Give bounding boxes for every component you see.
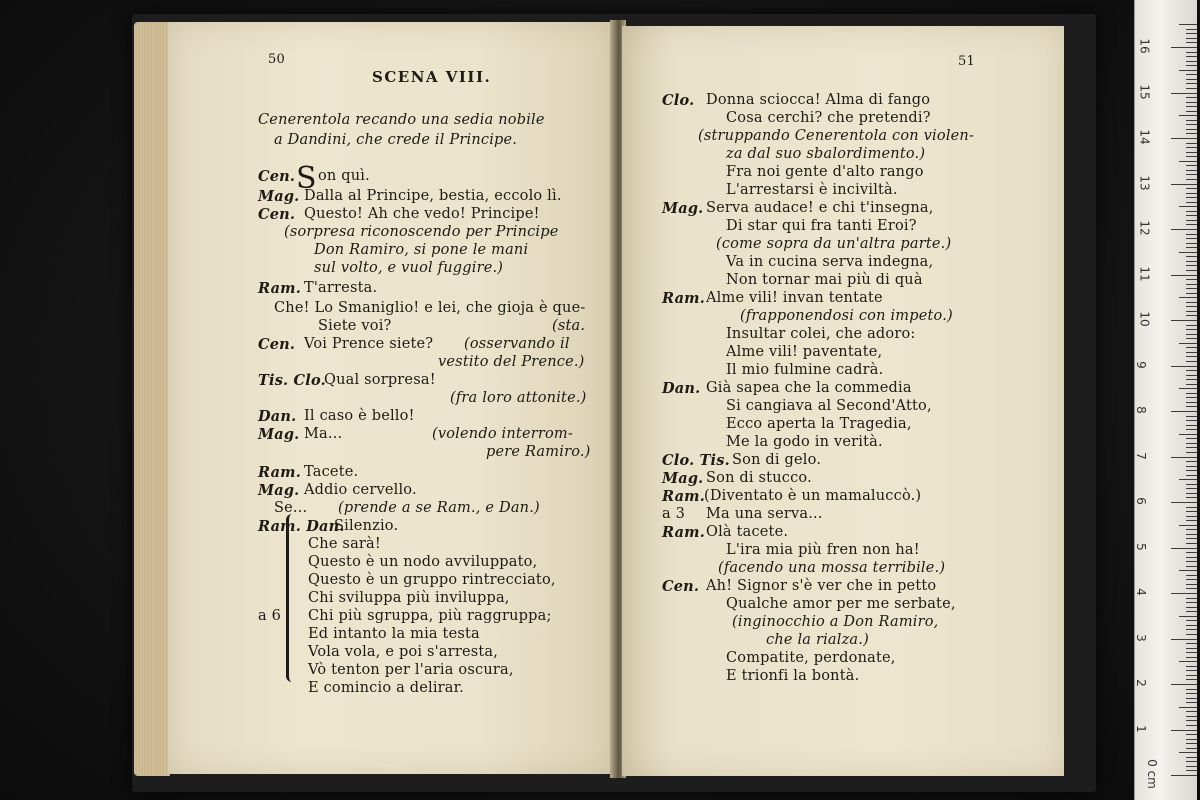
ruler-tick [1186, 529, 1197, 530]
ruler-tick [1179, 161, 1197, 162]
text-line: T'arresta. [304, 280, 378, 296]
text-line: Ram. [258, 280, 301, 297]
ruler-tick [1186, 507, 1197, 508]
ruler-tick [1186, 629, 1197, 630]
ruler-label: 13 [1137, 174, 1152, 191]
text-line: Ed intanto la mia testa [308, 626, 480, 642]
text-line: Chi sviluppa più inviluppa, [308, 590, 510, 606]
ruler-tick [1186, 588, 1197, 589]
ruler-tick [1186, 657, 1197, 658]
ruler-tick [1171, 684, 1197, 685]
ruler-tick [1171, 775, 1197, 776]
ruler-tick [1186, 56, 1197, 57]
text-line: Cosa cerchi? che pretendi? [726, 110, 931, 126]
ruler-label: 12 [1137, 220, 1152, 236]
text-line: Ram. Dan. [258, 518, 345, 535]
ruler-tick [1186, 156, 1197, 157]
text-line: za dal suo sbalordimento.) [726, 146, 926, 162]
text-line: Se... [274, 500, 308, 516]
text-line: Il caso è bello! [304, 408, 415, 424]
text-line: Cen. [662, 578, 700, 595]
text-line: Dan. [258, 408, 297, 425]
text-line: Ma... [304, 426, 343, 442]
text-line: Chi più sgruppa, più raggruppa; [308, 608, 552, 624]
ruler-tick [1186, 693, 1197, 694]
text-line: Già sapea che la commedia [706, 380, 912, 396]
text-line: Va in cucina serva indegna, [726, 254, 934, 270]
ruler-tick [1186, 188, 1197, 189]
text-line: Siete voi? [318, 318, 392, 334]
left-page-number: 50 [268, 52, 285, 67]
text-line: Fra noi gente d'alto rango [726, 164, 924, 180]
ruler-tick [1186, 211, 1197, 212]
ruler-tick [1179, 115, 1197, 116]
ruler-tick [1179, 707, 1197, 708]
text-line: Ram. [258, 464, 301, 481]
ruler-tick [1179, 252, 1197, 253]
ruler-label: 8 [1133, 406, 1148, 414]
ruler-tick [1171, 502, 1197, 503]
ruler-tick [1186, 675, 1197, 676]
text-line: L'arrestarsi è inciviltà. [726, 182, 898, 198]
ruler-label: 10 [1137, 311, 1152, 327]
ensemble-brace [286, 514, 297, 682]
text-line: Mag. [258, 426, 300, 443]
text-line: Dalla al Principe, bestia, eccolo lì. [304, 188, 562, 204]
ruler-tick [1186, 124, 1197, 125]
ruler-tick [1186, 279, 1197, 280]
ruler-tick [1186, 370, 1197, 371]
ruler-label: 3 [1133, 633, 1148, 642]
ruler-tick [1186, 670, 1197, 671]
ruler-tick [1186, 579, 1197, 580]
text-line: (fra loro attonite.) [450, 390, 587, 406]
ruler-tick [1186, 516, 1197, 517]
ruler-tick [1186, 393, 1197, 394]
text-line: che la rialza.) [766, 632, 869, 648]
ruler-tick [1186, 152, 1197, 153]
ruler-tick [1186, 770, 1197, 771]
ruler-tick [1186, 197, 1197, 198]
ruler-tick [1186, 261, 1197, 262]
ruler-label: 1 [1133, 724, 1148, 733]
ruler-tick [1186, 88, 1197, 89]
right-page-number: 51 [958, 54, 975, 69]
text-line: Qual sorpresa! [324, 372, 436, 388]
ruler-label: 15 [1137, 83, 1152, 100]
ruler-tick [1186, 602, 1197, 603]
ruler-tick [1179, 525, 1197, 526]
text-line: Vò tenton per l'aria oscura, [308, 662, 514, 678]
text-line: Olà tacete. [706, 524, 789, 540]
text-line: Di star qui fra tanti Eroi? [726, 218, 917, 234]
ruler-tick [1186, 165, 1197, 166]
ruler-tick [1186, 193, 1197, 194]
ruler-tick [1186, 748, 1197, 749]
ruler-label: 2 [1133, 679, 1148, 687]
ruler-tick [1186, 679, 1197, 680]
text-line: (sta. [552, 318, 586, 334]
ruler-tick [1186, 147, 1197, 148]
ruler-tick [1186, 384, 1197, 385]
text-line: Ah! Signor s'è ver che in petto [706, 578, 937, 594]
ruler-label: 5 [1133, 542, 1148, 551]
text-line: Donna sciocca! Alma di fango [706, 92, 931, 108]
ruler-tick [1186, 598, 1197, 599]
ruler-tick [1186, 329, 1197, 330]
ruler-tick [1186, 311, 1197, 312]
ruler-tick [1186, 179, 1197, 180]
ruler-tick [1186, 306, 1197, 307]
ruler-tick [1186, 315, 1197, 316]
ruler-tick [1186, 734, 1197, 735]
ruler-label: 16 [1137, 38, 1152, 54]
ruler-tick [1186, 220, 1197, 221]
ruler-tick [1186, 766, 1197, 767]
ruler-tick [1179, 570, 1197, 571]
text-line: Qualche amor per me serbate, [726, 596, 956, 612]
ruler-tick [1186, 83, 1197, 84]
ruler-tick [1171, 320, 1197, 321]
ruler-tick [1186, 438, 1197, 439]
ruler-tick [1186, 475, 1197, 476]
text-line: on quì. [318, 168, 370, 184]
ruler-tick [1186, 247, 1197, 248]
ruler-tick [1186, 52, 1197, 53]
ruler-tick [1186, 302, 1197, 303]
text-line: Compatite, perdonate, [726, 650, 896, 666]
text-line: Alme vili! paventate, [726, 344, 883, 360]
ruler-tick [1186, 557, 1197, 558]
ruler-tick [1186, 42, 1197, 43]
text-line: Alme vili! invan tentate [706, 290, 883, 306]
ruler-tick [1186, 106, 1197, 107]
ruler-tick [1171, 138, 1197, 139]
ruler-tick [1186, 74, 1197, 75]
text-line: (sorpresa riconoscendo per Principe [284, 224, 559, 240]
ruler-tick [1186, 397, 1197, 398]
ruler-tick [1186, 652, 1197, 653]
text-line: Questo è un gruppo rintrecciato, [308, 572, 556, 588]
ruler-tick [1186, 757, 1197, 758]
text-line: Questo! Ah che vedo! Principe! [304, 206, 540, 222]
ruler-tick [1186, 375, 1197, 376]
ruler-tick [1186, 634, 1197, 635]
ruler-tick [1186, 511, 1197, 512]
ruler-label: 9 [1133, 360, 1148, 369]
ruler-tick [1179, 297, 1197, 298]
text-line: Mag. [662, 200, 704, 217]
ruler-tick [1186, 143, 1197, 144]
ruler-tick [1186, 607, 1197, 608]
ruler-tick [1186, 611, 1197, 612]
ruler-tick [1186, 447, 1197, 448]
ruler-tick [1171, 366, 1197, 367]
ruler-tick [1186, 111, 1197, 112]
ruler-tick [1179, 388, 1197, 389]
ruler-tick [1179, 70, 1197, 71]
ruler-tick [1186, 356, 1197, 357]
text-line: Ecco aperta la Tragedia, [726, 416, 912, 432]
text-line: Son di gelo. [732, 452, 822, 468]
text-line: Voi Prence siete? [304, 336, 434, 352]
ruler-tick [1186, 224, 1197, 225]
text-line: Mag. [662, 470, 704, 487]
ruler-tick [1171, 275, 1197, 276]
ruler-tick [1186, 720, 1197, 721]
ruler-tick [1186, 666, 1197, 667]
ruler-tick [1186, 102, 1197, 103]
text-line: Don Ramiro, si pone le mani [314, 242, 529, 258]
text-line: Serva audace! e chi t'insegna, [706, 200, 934, 216]
text-line: Dan. [662, 380, 701, 397]
ruler-tick [1186, 552, 1197, 553]
text-line: Silenzio. [334, 518, 399, 534]
text-line: Cenerentola recando una sedia nobile [258, 112, 545, 128]
right-page [622, 26, 1064, 776]
text-line: Clo. [662, 92, 695, 109]
ruler-tick [1186, 133, 1197, 134]
ruler-tick [1171, 184, 1197, 185]
ruler-tick [1186, 534, 1197, 535]
drop-cap: S [296, 161, 317, 196]
text-line: Vola vola, e poi s'arresta, [308, 644, 499, 660]
text-line: Il mio fulmine cadrà. [726, 362, 884, 378]
text-line: (struppando Cenerentola con violen- [698, 128, 975, 144]
text-line: Me la godo in verità. [726, 434, 883, 450]
ruler-tick [1186, 29, 1197, 30]
text-line: (come sopra da un'altra parte.) [716, 236, 952, 252]
text-line: Si cangiava al Second'Atto, [726, 398, 932, 414]
text-line: (inginocchio a Don Ramiro, [732, 614, 939, 630]
text-line: (osservando il [464, 336, 570, 352]
text-line: (prende a se Ram., e Dan.) [338, 500, 540, 516]
ruler-tick [1179, 434, 1197, 435]
ruler-tick [1186, 215, 1197, 216]
ruler-tick [1186, 416, 1197, 417]
text-line: a 3 [662, 506, 686, 522]
ruler-tick [1171, 411, 1197, 412]
text-line: Mag. [258, 188, 300, 205]
text-line: Ram. [662, 524, 705, 541]
ruler-tick [1186, 325, 1197, 326]
ruler-tick [1186, 520, 1197, 521]
text-line: L'ira mia più fren non ha! [726, 542, 920, 558]
ruler-tick [1186, 466, 1197, 467]
ruler-tick [1186, 711, 1197, 712]
ruler-tick [1186, 170, 1197, 171]
ruler-tick [1179, 206, 1197, 207]
ruler-tick [1186, 493, 1197, 494]
ruler-tick [1186, 429, 1197, 430]
ruler-tick [1171, 730, 1197, 731]
ruler-tick [1186, 497, 1197, 498]
ruler-tick [1186, 620, 1197, 621]
ruler-tick [1179, 616, 1197, 617]
ruler-tick [1186, 288, 1197, 289]
text-line: (Diventato è un mamaluccò.) [704, 488, 922, 504]
text-line: (frapponendosi con impeto.) [740, 308, 953, 324]
ruler-label: 6 [1133, 497, 1148, 505]
ruler-tick [1186, 538, 1197, 539]
ruler-tick [1186, 238, 1197, 239]
ruler-tick [1186, 648, 1197, 649]
text-line: Tacete. [304, 464, 359, 480]
ruler-tick [1186, 406, 1197, 407]
text-line: sul volto, e vuol fuggire.) [314, 260, 504, 276]
text-line: E trionfi la bontà. [726, 668, 860, 684]
ruler-tick [1186, 689, 1197, 690]
text-line: Ma una serva... [706, 506, 823, 522]
ruler-tick [1186, 293, 1197, 294]
ruler-tick [1186, 256, 1197, 257]
ruler-tick [1179, 661, 1197, 662]
ruler-tick [1171, 457, 1197, 458]
ruler-tick [1186, 352, 1197, 353]
ruler-tick [1186, 725, 1197, 726]
ruler-tick [1186, 488, 1197, 489]
ruler-tick [1186, 761, 1197, 762]
ruler-tick [1186, 543, 1197, 544]
text-line: Che! Lo Smaniglio! e lei, che gioja è que- [274, 300, 586, 316]
ruler-tick [1186, 425, 1197, 426]
ruler-tick [1186, 38, 1197, 39]
text-line: a 6 [258, 608, 282, 624]
ruler-tick [1179, 479, 1197, 480]
ruler-tick [1171, 593, 1197, 594]
ruler-tick [1186, 234, 1197, 235]
ruler-tick [1186, 484, 1197, 485]
ruler-tick [1186, 379, 1197, 380]
text-line: Cen. [258, 168, 296, 185]
text-line: (facendo una mossa terribile.) [718, 560, 946, 576]
ruler-tick [1186, 443, 1197, 444]
scene-heading: SCENA VIII. [372, 68, 492, 86]
ruler-tick [1186, 79, 1197, 80]
ruler-tick [1186, 420, 1197, 421]
ruler-tick [1186, 361, 1197, 362]
ruler-tick [1186, 470, 1197, 471]
text-line: Non tornar mai più di quà [726, 272, 923, 288]
text-line: E comincio a delirar. [308, 680, 464, 696]
text-line: Insultar colei, che adoro: [726, 326, 916, 342]
ruler-tick [1186, 743, 1197, 744]
ruler-tick [1186, 347, 1197, 348]
text-line: Ram. [662, 290, 705, 307]
text-line: (volendo interrom- [432, 426, 573, 442]
text-line: Che sarà! [308, 536, 381, 552]
measuring-ruler [1134, 0, 1197, 800]
ruler-tick [1171, 93, 1197, 94]
text-line: a Dandini, che crede il Principe. [274, 132, 518, 148]
ruler-tick [1179, 752, 1197, 753]
text-line: pere Ramiro.) [486, 444, 591, 460]
ruler-tick [1186, 97, 1197, 98]
ruler-tick [1186, 33, 1197, 34]
ruler-tick [1186, 265, 1197, 266]
ruler-tick [1186, 702, 1197, 703]
ruler-tick [1186, 284, 1197, 285]
ruler-tick [1186, 202, 1197, 203]
text-line: vestito del Prence.) [438, 354, 585, 370]
ruler-tick [1186, 65, 1197, 66]
ruler-tick [1186, 566, 1197, 567]
ruler-tick [1186, 561, 1197, 562]
ruler-tick [1186, 334, 1197, 335]
ruler-tick [1186, 402, 1197, 403]
ruler-tick [1186, 643, 1197, 644]
ruler-tick [1186, 452, 1197, 453]
ruler-label: 11 [1137, 265, 1152, 282]
ruler-label: 4 [1133, 588, 1148, 596]
ruler-tick [1186, 120, 1197, 121]
text-line: Cen. [258, 336, 296, 353]
ruler-tick [1186, 461, 1197, 462]
ruler-tick [1186, 338, 1197, 339]
ruler-tick [1186, 625, 1197, 626]
text-line: Clo. Tis. [662, 452, 730, 469]
ruler-tick [1186, 584, 1197, 585]
page-edges [134, 22, 170, 776]
text-line: Questo è un nodo avviluppato, [308, 554, 538, 570]
ruler-tick [1179, 343, 1197, 344]
ruler-label: 7 [1133, 451, 1148, 460]
ruler-tick [1171, 548, 1197, 549]
ruler-tick [1186, 243, 1197, 244]
ruler-label: 14 [1137, 129, 1152, 145]
ruler-tick [1186, 716, 1197, 717]
ruler-tick [1186, 575, 1197, 576]
ruler-label: 0 cm [1144, 759, 1159, 789]
ruler-tick [1179, 24, 1197, 25]
ruler-tick [1186, 698, 1197, 699]
ruler-tick [1186, 129, 1197, 130]
ruler-tick [1186, 270, 1197, 271]
ruler-tick [1171, 47, 1197, 48]
text-line: Son di stucco. [706, 470, 812, 486]
ruler-tick [1186, 61, 1197, 62]
ruler-tick [1171, 639, 1197, 640]
text-line: Tis. Clo. [258, 372, 326, 389]
text-line: Cen. [258, 206, 296, 223]
left-page [168, 22, 614, 774]
text-line: Mag. [258, 482, 300, 499]
text-line: Addio cervello. [304, 482, 417, 498]
ruler-tick [1186, 174, 1197, 175]
text-line: Ram. [662, 488, 705, 505]
ruler-tick [1186, 739, 1197, 740]
ruler-tick [1171, 229, 1197, 230]
